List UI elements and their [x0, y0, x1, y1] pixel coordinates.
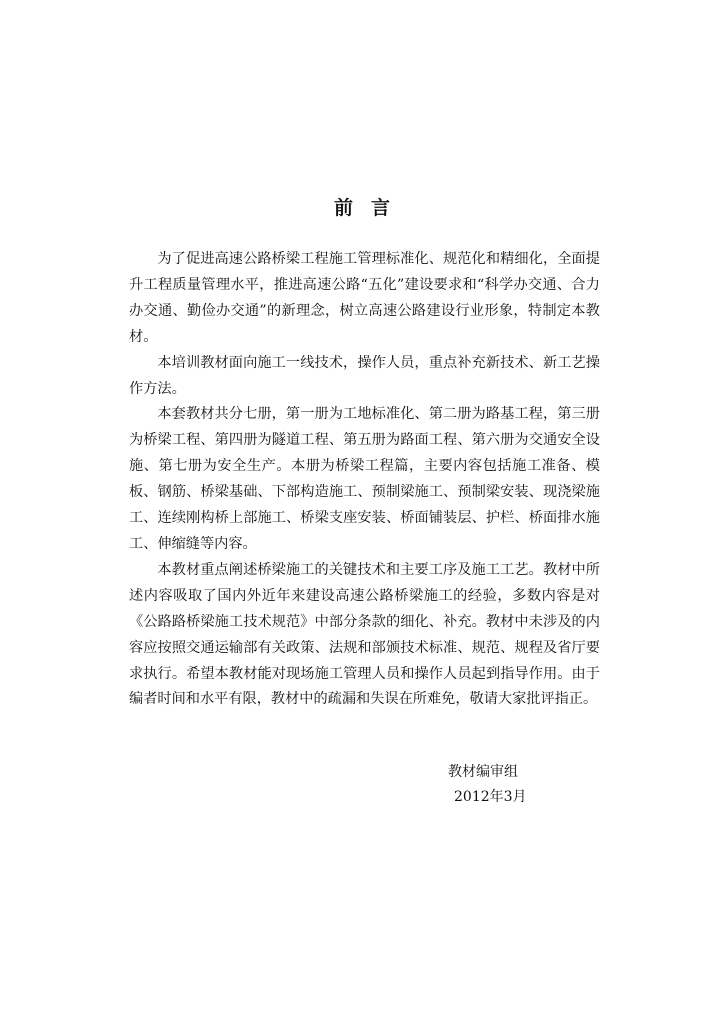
page-title: 前言: [333, 197, 408, 219]
paragraph-3: 本套教材共分七册，第一册为工地标准化、第二册为路基工程，第三册为桥梁工程、第四册为隧道工程、第五册为路面工程、第六册为交通安全设施、第七册为安全生产。本册为桥梁工程篇，主要内容包括施工准备、模板、钢筋、桥梁基础、下部构造施工、预制梁施工、预制梁安装、现浇梁施工、连续刚构桥上部施工、桥梁支座安装、桥面铺装层、护栏、桥面排水施工、伸缩缝等内容。: [129, 406, 600, 552]
signature-date: 2012年3月: [454, 789, 527, 805]
paragraph-2: 本培训教材面向施工一线技术，操作人员，重点补充新技术、新工艺操作方法。: [129, 354, 600, 397]
signature-author: 教材编审组: [448, 764, 518, 780]
signature-block: [448, 760, 608, 810]
paragraph-1: 为了促进高速公路桥梁工程施工管理标准化、规范化和精细化，全面提升工程质量管理水平，推进高速公路“五化”建设要求和“科学办交通、合力办交通、勤俭办交通”的新理念，树立高速公路建设行业形象，特制定本教材。: [129, 251, 600, 345]
paragraph-4: 本教材重点阐述桥梁施工的关键技术和主要工序及施工工艺。教材中所述内容吸取了国内外近年来建设高速公路桥梁施工的经验，多数内容是对《公路路桥梁施工技术规范》中部分条款的细化、补充。教材中未涉及的内容应按照交通运输部有关政策、法规和部颁技术标准、规范、规程及省厅要求执行。希望本教材能对现场施工管理人员和操作人员起到指导作用。由于编者时间和水平有限，教材中的疏漏和失误在所难免，敬请大家批评指正。: [129, 561, 600, 708]
preface-body: [129, 247, 600, 713]
